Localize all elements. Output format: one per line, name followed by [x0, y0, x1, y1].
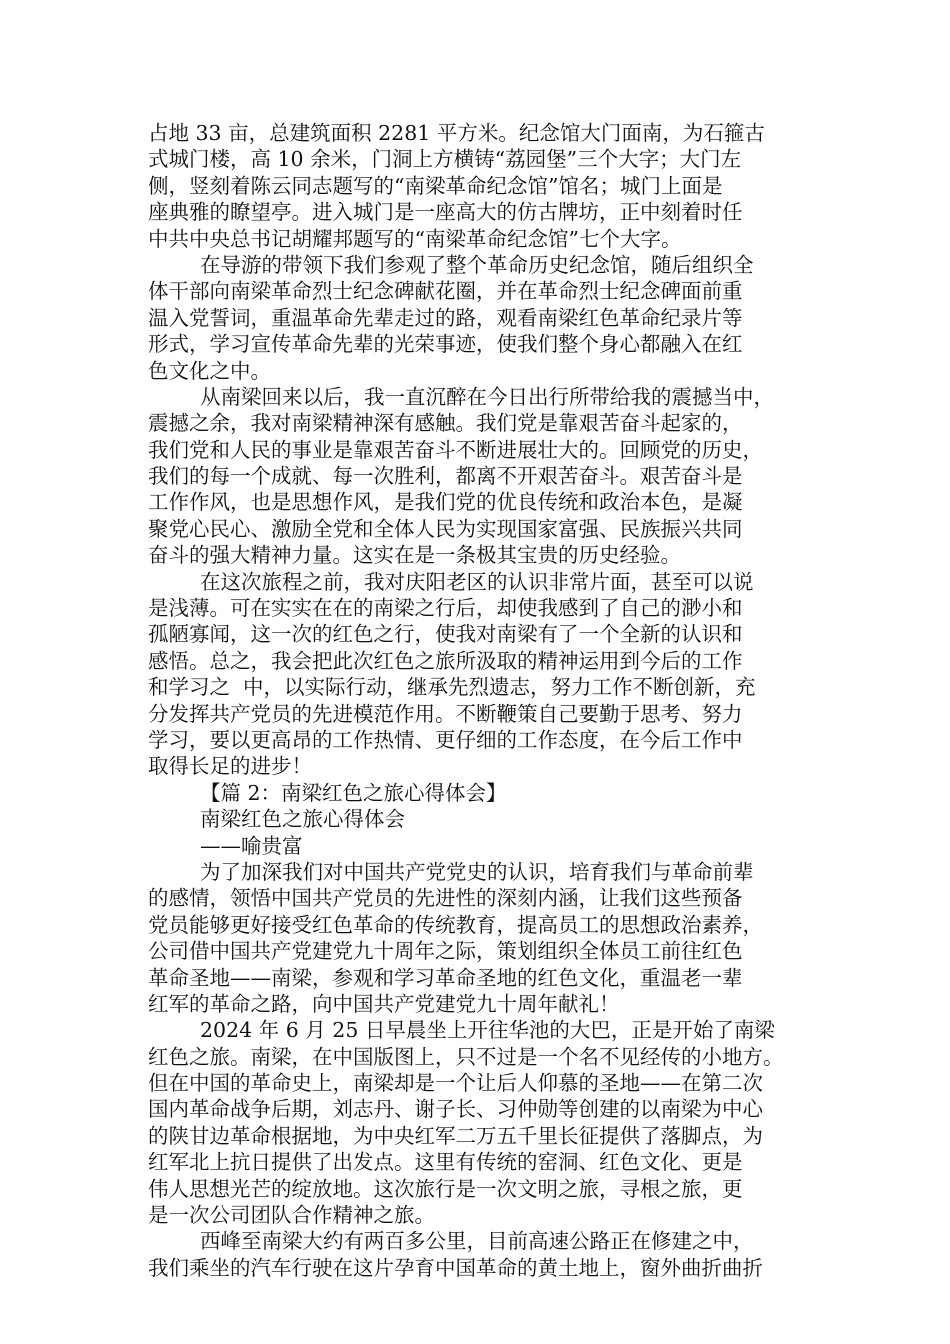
text-line: 在导游的带领下我们参观了整个革命历史纪念馆，随后组织全 [200, 252, 754, 277]
document-page [148, 120, 808, 1281]
text-line: 2024 年 6 月 25 日早晨坐上开往华池的大巴，正是开始了南梁 [200, 1018, 775, 1043]
text-line: 分发挥共产党员的先进模范作用。不断鞭策自己要勤于思考、努力 [148, 701, 743, 726]
text-line: 国内革命战争后期，刘志丹、谢子长、习仲勋等创建的以南梁为中心 [148, 1097, 763, 1122]
text-line: 座典雅的瞭望亭。进入城门是一座高大的仿古牌坊，正中刻着时任 [148, 200, 743, 225]
text-line: 式城门楼，高 10 余米，门洞上方横铸“荔园堡”三个大字；大门左 [148, 147, 742, 172]
text-line: 色文化之中。 [148, 358, 271, 383]
text-line: 奋斗的强大精神力量。这实在是一条极其宝贵的历史经验。 [148, 543, 681, 568]
text-line: 形式，学习宣传革命先辈的光荣事迹，使我们整个身心都融入在红 [148, 332, 743, 357]
text-line: 革命圣地——南梁，参观和学习革命圣地的红色文化，重温老一辈 [148, 965, 743, 990]
text-line: 红军北上抗日提供了出发点。这里有传统的窑洞、红色文化、更是 [148, 1150, 743, 1175]
text-line: 孤陋寡闻，这一次的红色之行，使我对南梁有了一个全新的认识和 [148, 622, 743, 647]
text-line: 红军的革命之路，向中国共产党建党九十周年献礼！ [148, 991, 620, 1016]
text-line: 【篇 2：南梁红色之旅心得体会】 [200, 780, 507, 805]
text-line: 聚党心民心、激励全党和全体人民为实现国家富强、民族振兴共同 [148, 516, 743, 541]
text-line: 南梁红色之旅心得体会 [200, 807, 405, 832]
text-line: 的感情，领悟中国共产党员的先进性的深刻内涵，让我们这些预备 [148, 886, 743, 911]
text-line: 是一次公司团队合作精神之旅。 [148, 1203, 435, 1228]
text-line: 侧，竖刻着陈云同志题写的“南梁革命纪念馆”馆名；城门上面是 [148, 173, 723, 198]
text-line: 红色之旅。南梁，在中国版图上，只不过是一个名不见经传的小地方。 [148, 1044, 784, 1069]
text-line: 工作作风，也是思想作风，是我们党的优良传统和政治本色，是凝 [148, 490, 743, 515]
text-line: 体干部向南梁革命烈士纪念碑献花圈，并在革命烈士纪念碑面前重 [148, 279, 743, 304]
text-line: 学习，要以更高昂的工作热情、更仔细的工作态度，在今后工作中 [148, 727, 743, 752]
text-line: 和学习之 中，以实际行动，继承先烈遗志，努力工作不断创新，充 [148, 675, 756, 700]
text-line: 西峰至南梁大约有两百多公里，目前高速公路正在修建之中， [200, 1229, 754, 1254]
text-line: 感悟。总之，我会把此次红色之旅所汲取的精神运用到今后的工作 [148, 648, 743, 673]
text-line: 的陕甘边革命根据地，为中央红军二万五千里长征提供了落脚点，为 [148, 1123, 763, 1148]
text-line: 中共中央总书记胡耀邦题写的“南梁革命纪念馆”七个大字。 [148, 226, 682, 251]
text-line: 我们党和人民的事业是靠艰苦奋斗不断进展壮大的。回顾党的历史， [148, 437, 763, 462]
text-line: ——喻贵富 [200, 833, 303, 858]
text-line: 但在中国的革命史上，南梁却是一个让后人仰慕的圣地——在第二次 [148, 1071, 763, 1096]
text-line: 伟人思想光芒的绽放地。这次旅行是一次文明之旅，寻根之旅，更 [148, 1176, 743, 1201]
text-line: 我们的每一个成就、每一次胜利，都离不开艰苦奋斗。艰苦奋斗是 [148, 464, 743, 489]
text-line: 在这次旅程之前，我对庆阳老区的认识非常片面，甚至可以说 [200, 569, 754, 594]
text-line: 为了加深我们对中国共产党党史的认识，培育我们与革命前辈 [200, 859, 754, 884]
text-line: 党员能够更好接受红色革命的传统教育，提高员工的思想政治素养， [148, 912, 763, 937]
text-line: 占地 33 亩，总建筑面积 2281 平方米。纪念馆大门面南，为石箍古 [148, 121, 765, 145]
text-line: 我们乘坐的汽车行驶在这片孕育中国革命的黄土地上，窗外曲折曲折 [148, 1255, 763, 1280]
text-line: 震撼之余，我对南梁精神深有感触。我们党是靠艰苦奋斗起家的， [148, 411, 743, 436]
text-line: 从南梁回来以后，我一直沉醉在今日出行所带给我的震撼当中， [200, 384, 774, 409]
text-line: 公司借中国共产党建党九十周年之际，策划组织全体员工前往红色 [148, 939, 743, 964]
text-line: 取得长足的进步！ [148, 754, 312, 779]
text-line: 是浅薄。可在实实在在的南梁之行后，却使我感到了自己的渺小和 [148, 596, 743, 621]
text-line: 温入党誓词，重温革命先辈走过的路，观看南梁红色革命纪录片等 [148, 305, 743, 330]
